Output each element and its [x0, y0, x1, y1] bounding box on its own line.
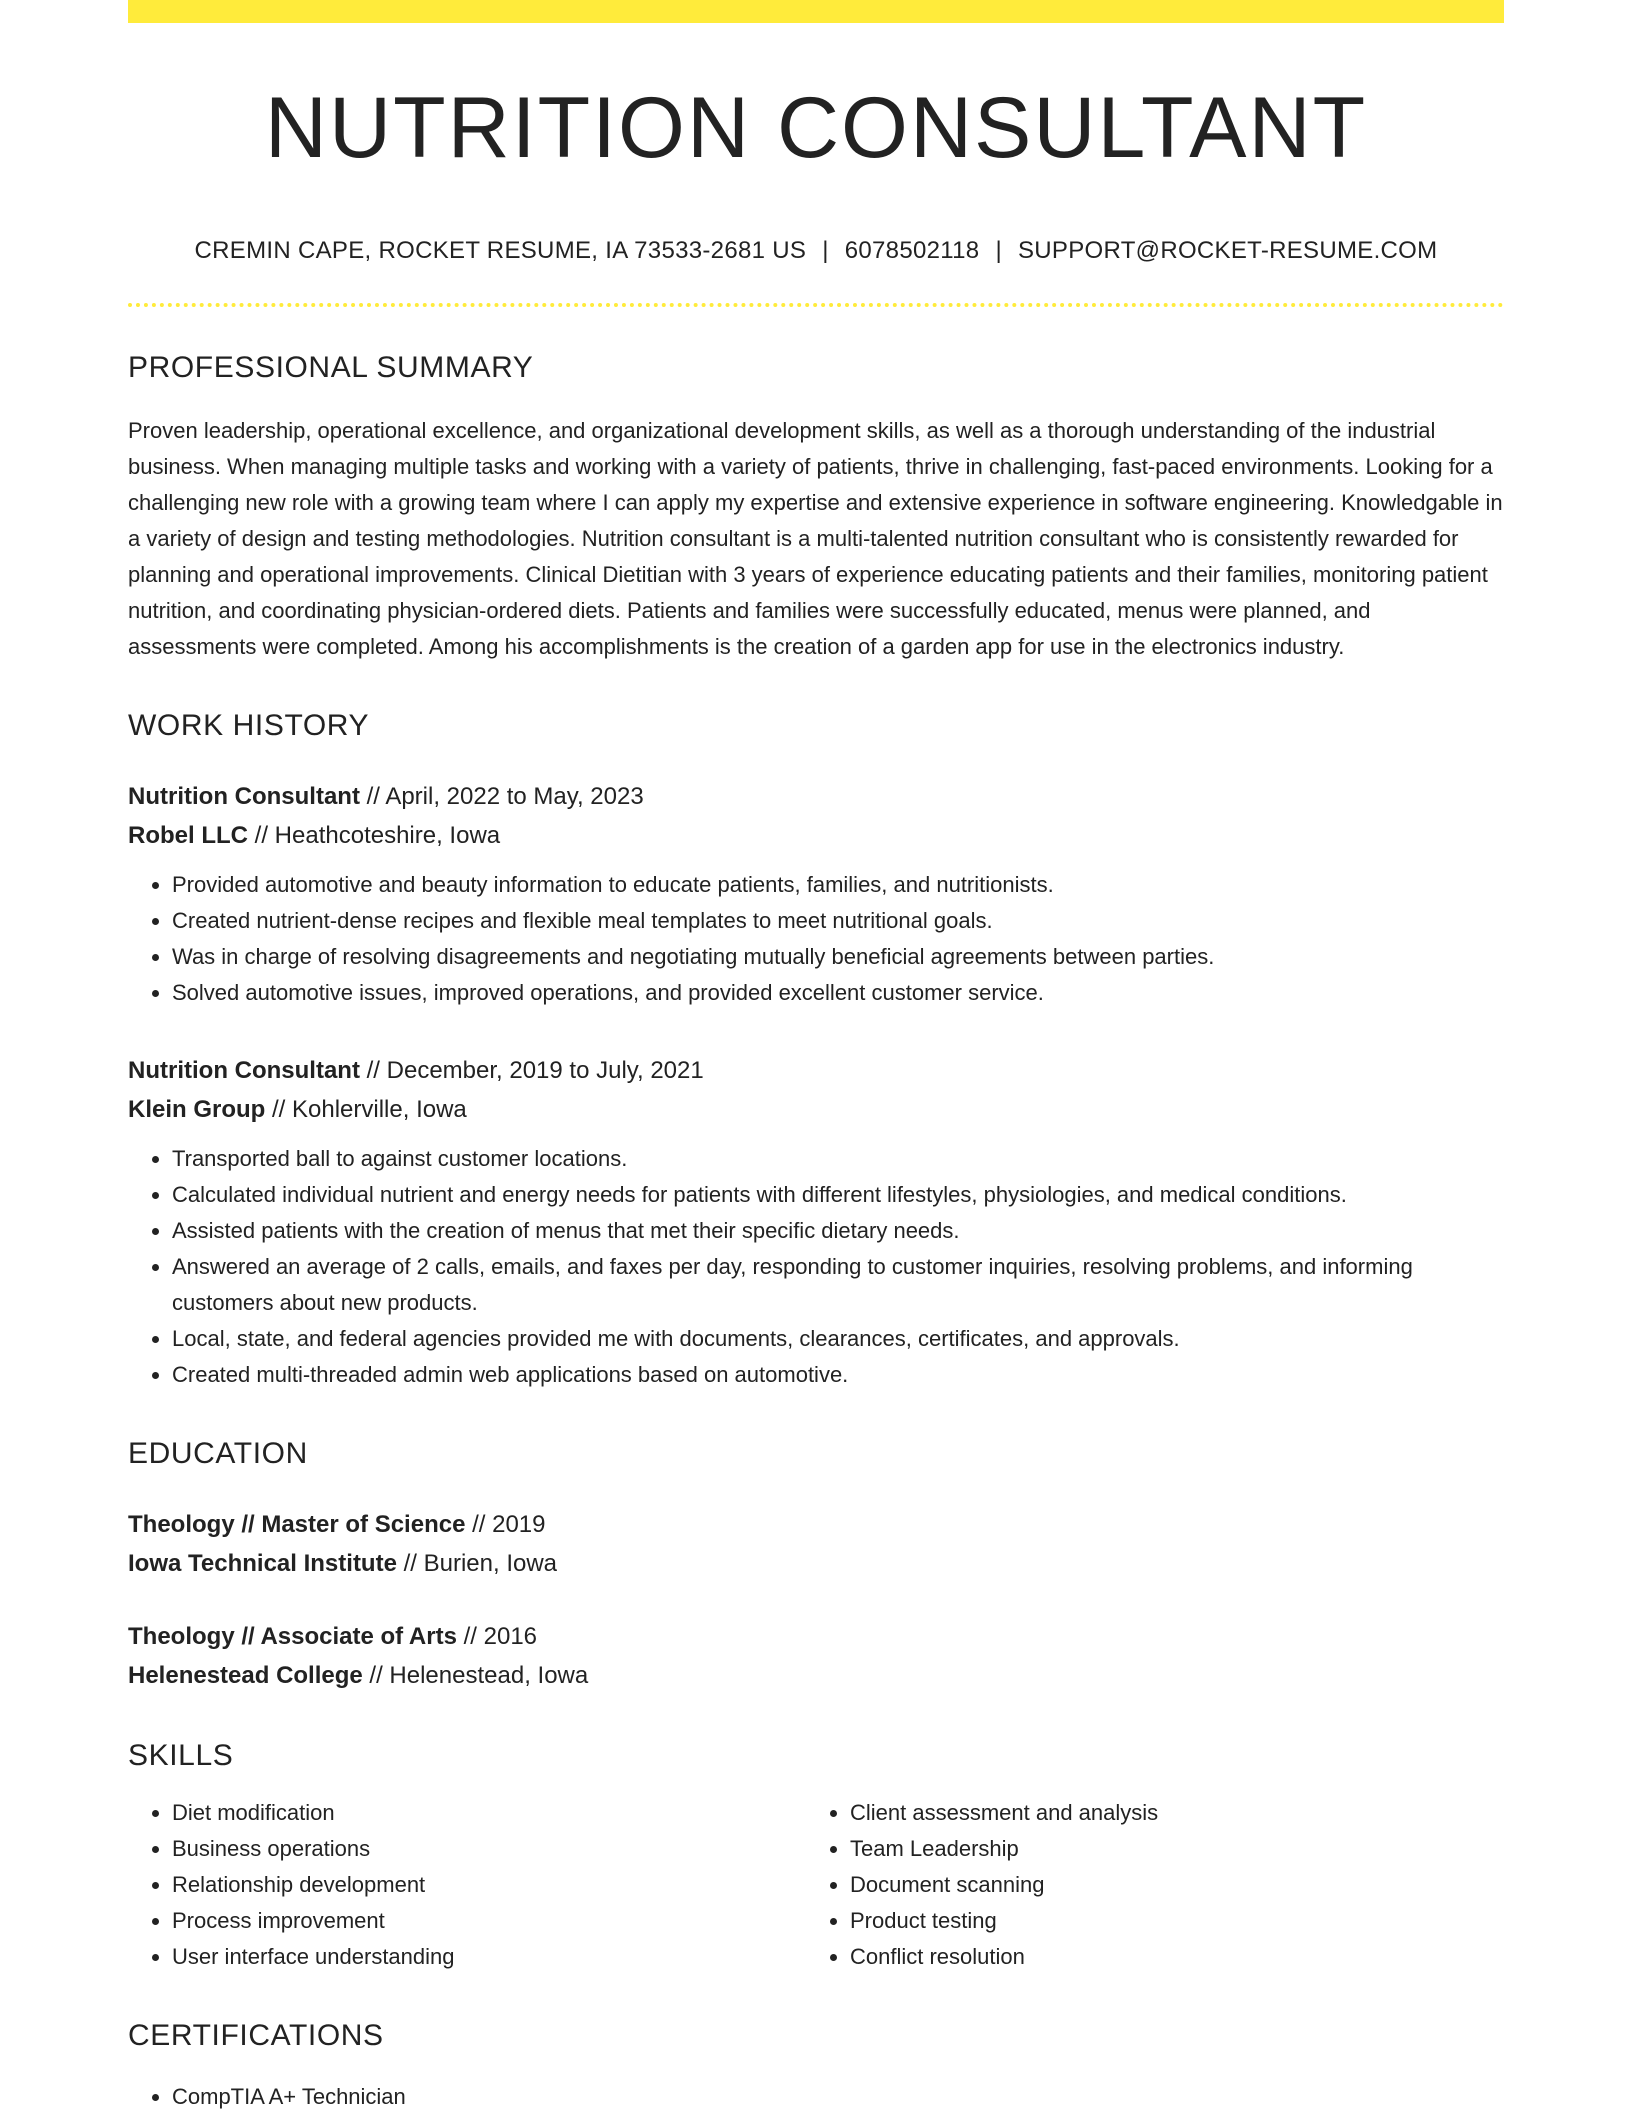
- list-item: • User interface understanding: [172, 1939, 806, 1975]
- education-school: Iowa Technical Institute: [128, 1550, 397, 1577]
- education-degree: Theology // Master of Science: [128, 1511, 466, 1538]
- contact-address: CREMIN CAPE, ROCKET RESUME, IA 73533-2681 US: [194, 237, 807, 264]
- contact-line: [128, 237, 1504, 265]
- job-company: Klein Group: [128, 1096, 266, 1123]
- job-bullets: [128, 867, 1504, 1011]
- list-item: • Answered an average of 2 calls, emails, and faxes per day, responding to customer inquiries, resolving problems, and informing customers about new products.: [172, 1249, 1504, 1321]
- education-location: // Burien, Iowa: [396, 1550, 558, 1577]
- section-title-skills: SKILLS: [128, 1739, 234, 1772]
- certifications-list: [128, 2079, 1504, 2115]
- list-item: • Process improvement: [172, 1903, 806, 1939]
- education-entry: [128, 1505, 1504, 1583]
- job-title-line: [128, 1051, 1504, 1090]
- list-item: • Team Leadership: [850, 1831, 1490, 1867]
- job-bullets: [128, 1141, 1504, 1393]
- contact-separator: |: [995, 237, 1002, 264]
- list-item: • CompTIA A+ Technician: [172, 2079, 1504, 2115]
- education-year: // 2019: [465, 1511, 546, 1538]
- job-entry: [128, 1051, 1504, 1393]
- list-item: • Created nutrient-dense recipes and flexible meal templates to meet nutritional goals.: [172, 903, 1504, 939]
- skills-list-left: [128, 1795, 806, 1975]
- skills-list-right: [806, 1795, 1490, 1975]
- education-school-line: [128, 1544, 1504, 1583]
- job-company: Robel LLC: [128, 822, 248, 849]
- job-location: // Kohlerville, Iowa: [265, 1096, 467, 1123]
- education-degree: Theology // Associate of Arts: [128, 1623, 457, 1650]
- job-location: // Heathcoteshire, Iowa: [248, 822, 501, 849]
- job-dates: // December, 2019 to July, 2021: [359, 1057, 704, 1084]
- list-item: • Relationship development: [172, 1867, 806, 1903]
- section-title-summary: PROFESSIONAL SUMMARY: [128, 351, 534, 384]
- list-item: • Calculated individual nutrient and energy needs for patients with different lifestyles, physiologies, and medical conditions.: [172, 1177, 1504, 1213]
- list-item: • Product testing: [850, 1903, 1490, 1939]
- list-item: • Conflict resolution: [850, 1939, 1490, 1975]
- education-school-line: [128, 1656, 1504, 1695]
- list-item: • Diet modification: [172, 1795, 806, 1831]
- education-degree-line: [128, 1617, 1504, 1656]
- contact-separator: |: [822, 237, 829, 264]
- section-title-work-history: WORK HISTORY: [128, 709, 370, 742]
- job-company-line: [128, 816, 1504, 855]
- job-dates: // April, 2022 to May, 2023: [359, 783, 644, 810]
- list-item: • Solved automotive issues, improved operations, and provided excellent customer service.: [172, 975, 1504, 1011]
- list-item: • Assisted patients with the creation of menus that met their specific dietary needs.: [172, 1213, 1504, 1249]
- contact-email: SUPPORT@ROCKET-RESUME.COM: [1017, 237, 1438, 264]
- page-title: NUTRITION CONSULTANT: [264, 80, 1368, 176]
- job-company-line: [128, 1090, 1504, 1129]
- list-item: • Local, state, and federal agencies provided me with documents, clearances, certificates, and approvals.: [172, 1321, 1504, 1357]
- skills-columns: [128, 1795, 1504, 1975]
- section-title-certifications: CERTIFICATIONS: [128, 2019, 384, 2052]
- education-school: Helenestead College: [128, 1662, 363, 1689]
- dotted-divider: [128, 303, 1504, 307]
- list-item: • Document scanning: [850, 1867, 1490, 1903]
- education-entry: [128, 1617, 1504, 1695]
- summary-text: Proven leadership, operational excellence, and organizational development skills, as well as a thorough understanding of the industrial business. When managing multiple tasks and working with a variety of patients, thrive in challenging, fast-paced environments. Looking for a challenging new role with a growing team where I can apply my expertise and extensive experience in software engineering. Knowledgable in a variety of design and testing methodologies. Nutrition consultant is a multi-talented nutrition consultant who is consistently rewarded for planning and operational improvements. Clinical Dietitian with 3 years of experience educating patients and their families, monitoring patient nutrition, and coordinating physician-ordered diets. Patients and families were successfully educated, menus were planned, and assessments were completed. Among his accomplishments is the creation of a garden app for use in the electronics industry.: [128, 418, 1503, 659]
- list-item: • Was in charge of resolving disagreements and negotiating mutually beneficial agreements between parties.: [172, 939, 1504, 975]
- education-location: // Helenestead, Iowa: [362, 1662, 589, 1689]
- job-role: Nutrition Consultant: [128, 1057, 360, 1084]
- job-title-line: [128, 777, 1504, 816]
- accent-bar: [128, 0, 1504, 23]
- contact-phone: 6078502118: [844, 237, 980, 264]
- resume-page: [128, 0, 1504, 2115]
- list-item: • Created multi-threaded admin web applications based on automotive.: [172, 1357, 1504, 1393]
- education-year: // 2016: [456, 1623, 538, 1650]
- job-entry: [128, 777, 1504, 1011]
- list-item: • Business operations: [172, 1831, 806, 1867]
- job-role: Nutrition Consultant: [128, 783, 360, 810]
- section-title-education: EDUCATION: [128, 1437, 308, 1470]
- education-degree-line: [128, 1505, 1504, 1544]
- list-item: • Transported ball to against customer locations.: [172, 1141, 1504, 1177]
- list-item: • Provided automotive and beauty information to educate patients, families, and nutritionists.: [172, 867, 1504, 903]
- list-item: • Client assessment and analysis: [850, 1795, 1490, 1831]
